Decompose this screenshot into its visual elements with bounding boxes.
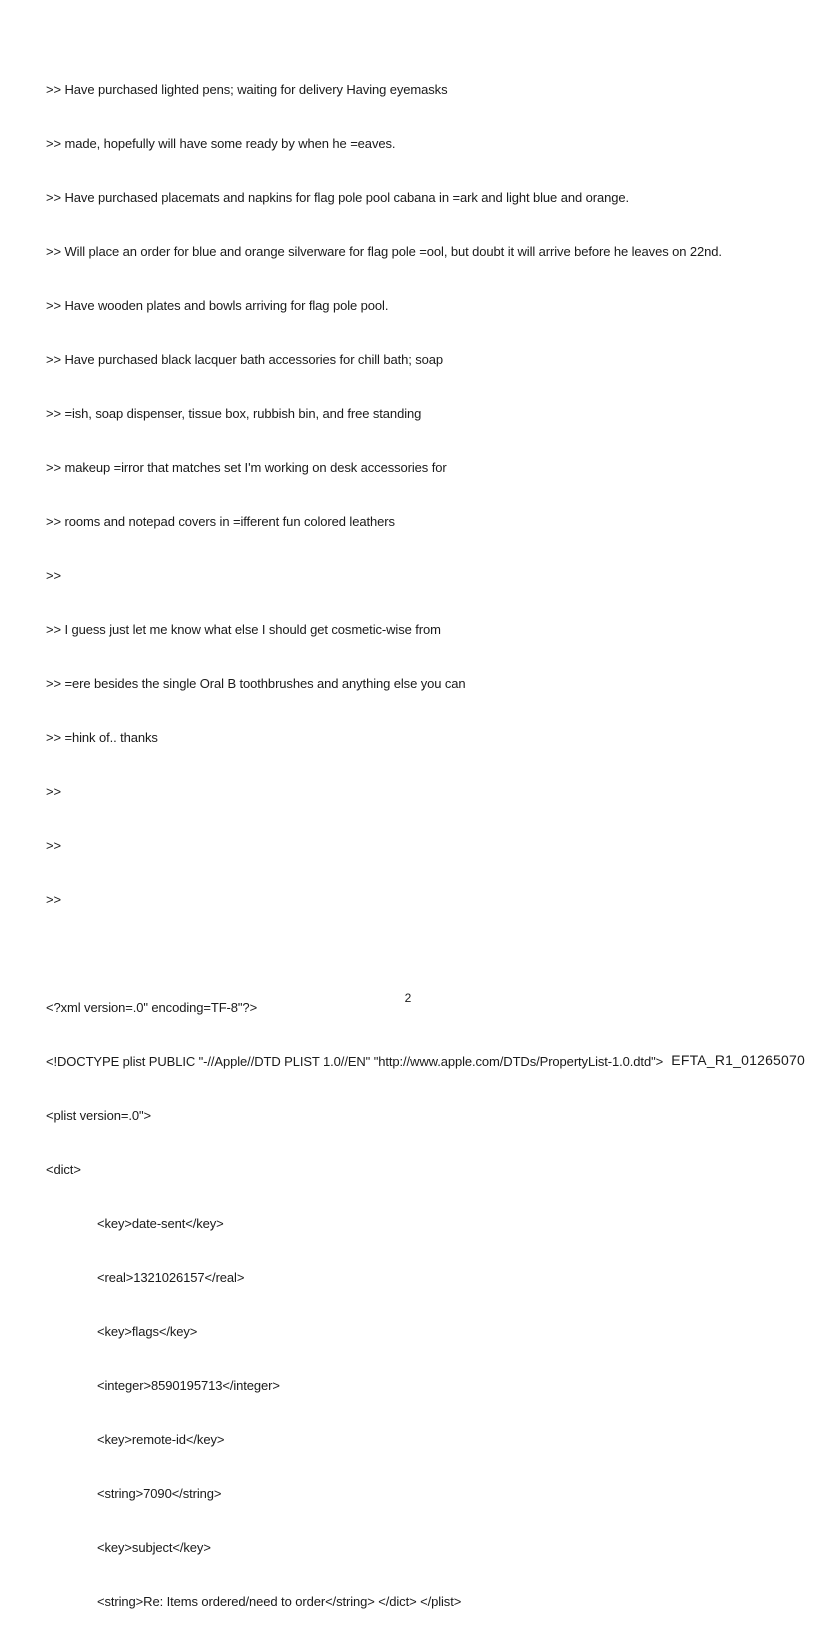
quoted-email-line: >> Have purchased lighted pens; waiting for delivery Having eyemasks xyxy=(46,82,448,97)
quoted-email-line: >> Will place an order for blue and orange silverware for flag pole =ool, but doubt it will arrive before he leaves on 22nd. xyxy=(46,244,722,259)
plist-key-line: <key>subject</key> xyxy=(97,1540,211,1555)
blank-line xyxy=(46,945,806,963)
plist-key-line: <key>flags</key> xyxy=(97,1324,198,1339)
quoted-email-line: >> made, hopefully will have some ready by when he =eaves. xyxy=(46,136,396,151)
quoted-email-line: >> makeup =irror that matches set I'm working on desk accessories for xyxy=(46,460,447,475)
page-number: 2 xyxy=(404,991,412,1005)
quoted-email-line: >> xyxy=(46,838,61,853)
plist-dict-open-line: <dict> xyxy=(46,1162,81,1177)
quoted-email-line: >> xyxy=(46,568,61,583)
quoted-email-line: >> Have purchased black lacquer bath accessories for chill bath; soap xyxy=(46,352,444,367)
plist-xml-declaration-line: <?xml version=.0" encoding=TF-8"?> xyxy=(46,1000,258,1015)
plist-value-line: <string>Re: Items ordered/need to order</string> </dict> </plist> xyxy=(97,1594,462,1609)
plist-value-line: <real>1321026157</real> xyxy=(97,1270,245,1285)
email-body-text xyxy=(46,45,806,1647)
plist-open-tag-line: <plist version=.0"> xyxy=(46,1108,151,1123)
plist-doctype-line: <!DOCTYPE plist PUBLIC "-//Apple//DTD PLIST 1.0//EN" "http://www.apple.com/DTDs/PropertyList-1.0.dtd"> xyxy=(46,1054,664,1069)
quoted-email-line: >> =ere besides the single Oral B toothbrushes and anything else you can xyxy=(46,676,466,691)
quoted-email-line: >> Have purchased placemats and napkins for flag pole pool cabana in =ark and light blue and orange. xyxy=(46,190,629,205)
quoted-email-line: >> =hink of.. thanks xyxy=(46,730,158,745)
quoted-email-line: >> I guess just let me know what else I should get cosmetic-wise from xyxy=(46,622,441,637)
plist-key-line: <key>remote-id</key> xyxy=(97,1432,225,1447)
quoted-email-line: >> Have wooden plates and bowls arriving for flag pole pool. xyxy=(46,298,389,313)
quoted-email-line: >> =ish, soap dispenser, tissue box, rubbish bin, and free standing xyxy=(46,406,422,421)
quoted-email-line: >> rooms and notepad covers in =ifferent fun colored leathers xyxy=(46,514,395,529)
plist-value-line: <integer>8590195713</integer> xyxy=(97,1378,280,1393)
plist-key-line: <key>date-sent</key> xyxy=(97,1216,224,1231)
bates-number: EFTA_R1_01265070 xyxy=(671,1052,805,1068)
quoted-email-line: >> xyxy=(46,892,61,907)
plist-value-line: <string>7090</string> xyxy=(97,1486,222,1501)
quoted-email-line: >> xyxy=(46,784,61,799)
